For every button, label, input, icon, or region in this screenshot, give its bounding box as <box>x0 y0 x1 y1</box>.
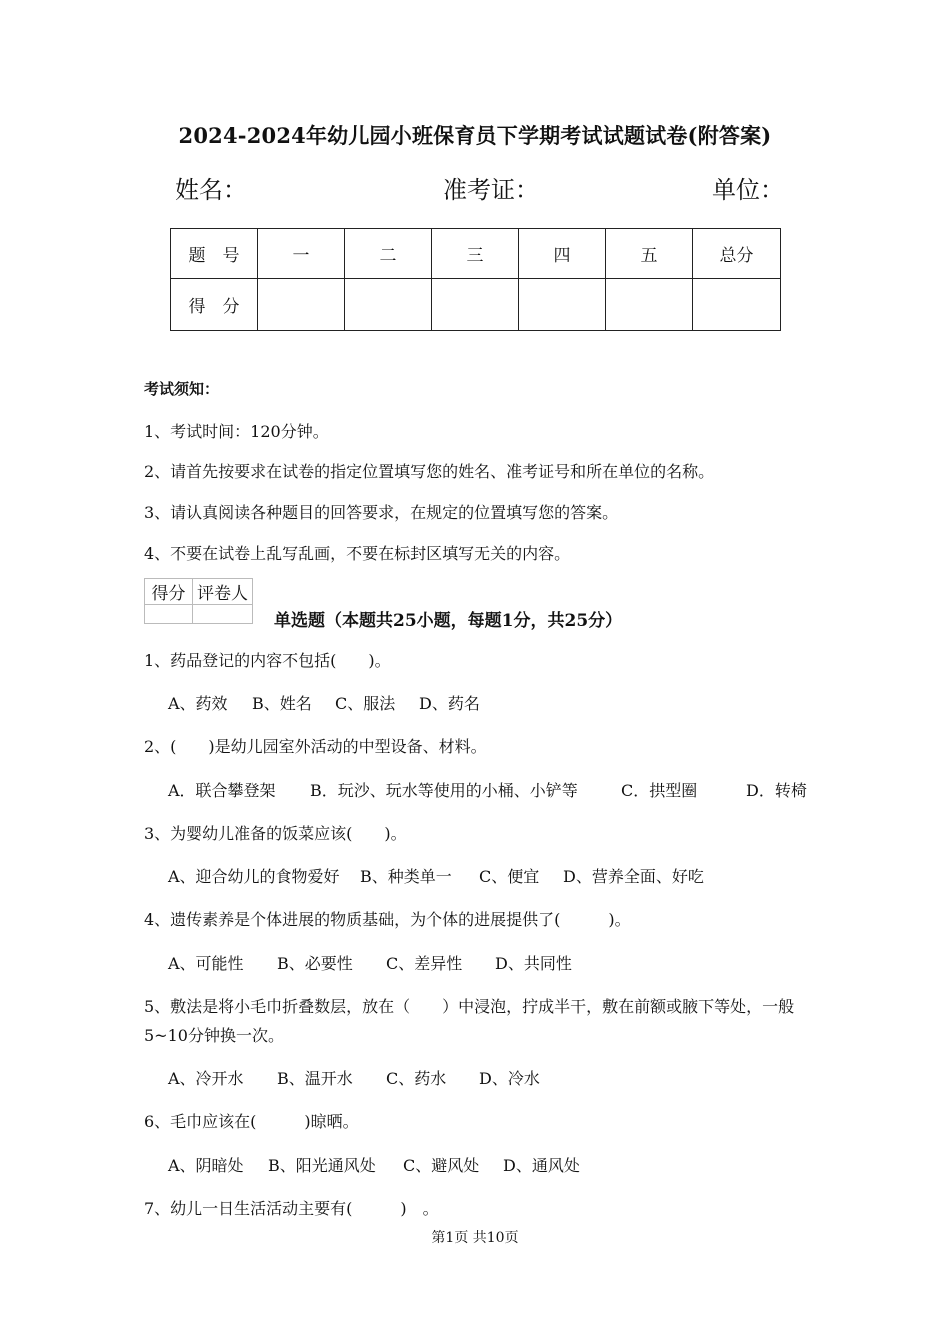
score-input-cell[interactable] <box>258 279 345 331</box>
question-option[interactable]: D、共同性 <box>495 954 572 973</box>
score-table-cell: 得 分 <box>171 279 258 331</box>
score-table-header-row <box>171 229 781 279</box>
question-option[interactable]: D、药名 <box>419 694 480 713</box>
question-option[interactable]: B、种类单一 <box>360 867 452 886</box>
question-option[interactable]: B、阳光通风处 <box>268 1156 376 1175</box>
score-table-cell: 二 <box>345 229 432 279</box>
question-option[interactable]: D．转椅 <box>746 781 807 800</box>
question-text: 5、敷法是将小毛巾折叠数层，放在（ ）中浸泡，拧成半干，敷在前额或腋下等处，一般 <box>144 997 795 1016</box>
grader-score-cell[interactable] <box>145 605 193 624</box>
question-option[interactable]: B、姓名 <box>252 694 312 713</box>
grader-score-label: 得分 <box>145 579 193 605</box>
question-option[interactable]: D、冷水 <box>479 1069 540 1088</box>
question-text: 1、药品登记的内容不包括( )。 <box>144 651 391 670</box>
notice-item: 2、请首先按要求在试卷的指定位置填写您的姓名、准考证号和所在单位的名称。 <box>144 462 715 481</box>
score-table-cell: 三 <box>432 229 519 279</box>
question-option[interactable]: B、必要性 <box>277 954 353 973</box>
score-input-cell[interactable] <box>693 279 781 331</box>
question-option[interactable]: A、迎合幼儿的食物爱好 <box>168 867 340 886</box>
question-option[interactable]: D、通风处 <box>503 1156 580 1175</box>
notice-item: 3、请认真阅读各种题目的回答要求，在规定的位置填写您的答案。 <box>144 503 619 522</box>
grader-box <box>144 578 253 624</box>
question-option[interactable]: A、冷开水 <box>168 1069 244 1088</box>
score-input-cell[interactable] <box>519 279 606 331</box>
unit-field-label: 单位： <box>712 176 784 204</box>
question-text: 2、( )是幼儿园室外活动的中型设备、材料。 <box>144 737 487 756</box>
question-text: 4、遗传素养是个体进展的物质基础，为个体的进展提供了( )。 <box>144 910 631 929</box>
question-option[interactable]: C、服法 <box>335 694 396 713</box>
score-table-cell: 一 <box>258 229 345 279</box>
score-table-cell: 五 <box>606 229 693 279</box>
question-option[interactable]: A．联合攀登架 <box>168 781 276 800</box>
page-title: 2024-2024年幼儿园小班保育员下学期考试试题试卷(附答案) <box>178 123 772 148</box>
question-text: 3、为婴幼儿准备的饭菜应该( )。 <box>144 824 407 843</box>
exam-id-field-label: 准考证： <box>443 176 539 204</box>
score-input-cell[interactable] <box>606 279 693 331</box>
score-table-cell: 四 <box>519 229 606 279</box>
question-text: 6、毛巾应该在( )晾晒。 <box>144 1112 359 1131</box>
grader-name-cell[interactable] <box>193 605 253 624</box>
grader-name-label: 评卷人 <box>193 579 253 605</box>
question-text-continued: 5~10分钟换一次。 <box>144 1026 284 1045</box>
question-option[interactable]: B．玩沙、玩水等使用的小桶、小铲等 <box>310 781 578 800</box>
question-option[interactable]: D、营养全面、好吃 <box>563 867 704 886</box>
question-option[interactable]: C．拱型圈 <box>621 781 698 800</box>
question-option[interactable]: B、温开水 <box>277 1069 353 1088</box>
score-input-cell[interactable] <box>432 279 519 331</box>
score-table <box>170 228 781 331</box>
question-option[interactable]: A、可能性 <box>168 954 244 973</box>
name-field-label: 姓名： <box>175 176 247 204</box>
question-text: 7、幼儿一日生活活动主要有( ) 。 <box>144 1199 439 1218</box>
notice-item: 4、不要在试卷上乱写乱画，不要在标封区填写无关的内容。 <box>144 544 571 563</box>
score-table-cell: 总分 <box>693 229 781 279</box>
question-option[interactable]: A、药效 <box>168 694 228 713</box>
notice-heading: 考试须知： <box>144 380 220 398</box>
score-table-score-row <box>171 279 781 331</box>
score-table-cell: 题 号 <box>171 229 258 279</box>
notice-item: 1、考试时间：120分钟。 <box>144 422 329 441</box>
question-option[interactable]: C、药水 <box>386 1069 447 1088</box>
question-option[interactable]: C、差异性 <box>386 954 463 973</box>
page-footer: 第1页 共10页 <box>431 1230 519 1246</box>
question-option[interactable]: C、便宜 <box>479 867 540 886</box>
question-option[interactable]: A、阴暗处 <box>168 1156 244 1175</box>
score-input-cell[interactable] <box>345 279 432 331</box>
section-title: 单选题（本题共25小题，每题1分，共25分） <box>274 611 623 631</box>
question-option[interactable]: C、避风处 <box>403 1156 480 1175</box>
